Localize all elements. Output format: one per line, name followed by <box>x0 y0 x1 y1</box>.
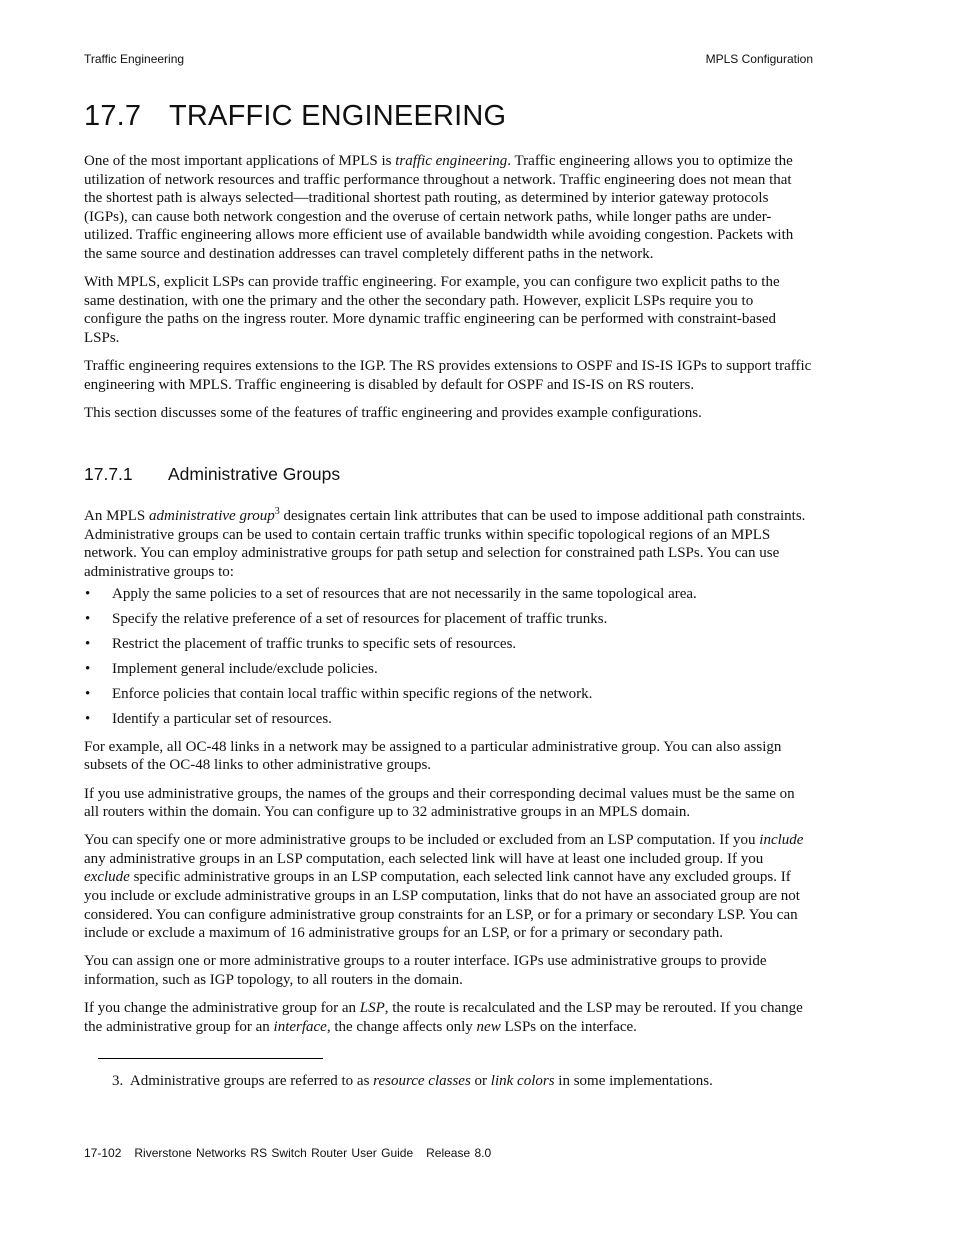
intro-paragraph-1: One of the most important applications of MPLS is traffic engineering. Traffic engineering allows you to optimize the utilization of network resources and traffic performance throughout a network. Traffic engineering does not mean that the shortest path is always selected—traditional shortest path routing, as determined by interior gateway protocols (IGPs), can cause both network congestion and the overuse of certain network paths, while longer paths are under-utilized. Traffic engineering allows more efficient use of available bandwidth while avoiding congestion. Packets with the same source and destination addresses can travel completely different paths in the network. <box>84 153 794 262</box>
admin-paragraph-3: If you use administrative groups, the names of the groups and their corresponding decimal values must be the same on all routers within the domain. You can configure up to 32 administrative groups in an MPLS domain. <box>84 785 795 821</box>
admin-groups-block <box>84 507 812 1046</box>
list-item: • Restrict the placement of traffic trunks to specific sets of resources. <box>85 636 517 653</box>
emphasis-resource-classes: resource classes <box>373 1073 471 1089</box>
footnote-marker: 3. <box>112 1073 124 1089</box>
admin-details <box>84 738 812 1036</box>
emphasis-new: new <box>476 1018 501 1035</box>
bullet-icon: • <box>85 636 91 653</box>
list-item: • Enforce policies that contain local traffic within specific regions of the network. <box>85 686 593 703</box>
footnote: 3. Administrative groups are referred to as resource classes or link colors in some implementations. <box>112 1073 713 1089</box>
running-header-right: MPLS Configuration <box>705 52 813 66</box>
emphasis-link-colors: link colors <box>490 1073 555 1089</box>
emphasis-exclude: exclude <box>84 869 130 886</box>
admin-paragraph-2: For example, all OC-48 links in a network may be assigned to a particular administrative group. You can also assign subsets of the OC-48 links to other administrative groups. <box>84 738 782 774</box>
admin-paragraph-6: If you change the administrative group for an LSP, the route is recalculated and the LSP may be rerouted. If you change the administrative group for an interface, the change affects only new LSPs on the interface. <box>84 1000 803 1035</box>
section-number: 17.7 <box>84 100 142 132</box>
intro-paragraph-4: This section discusses some of the features of traffic engineering and provides example configurations. <box>84 404 702 421</box>
section-title-text: TRAFFIC ENGINEERING <box>169 100 507 132</box>
bullet-icon: • <box>85 661 91 678</box>
footnote-divider <box>98 1058 323 1059</box>
bullet-icon: • <box>85 586 91 603</box>
bullet-icon: • <box>85 686 91 703</box>
intro-paragraph-3: Traffic engineering requires extensions to the IGP. The RS provides extensions to OSPF and IS-IS IGPs to support traffic engineering with MPLS. Traffic engineering is disabled by default for OSPF and IS-IS on RS routers. <box>84 357 812 393</box>
list-item: • Identify a particular set of resources. <box>85 711 332 728</box>
emphasis-lsp: LSP <box>359 1000 385 1017</box>
subsection-title-text: Administrative Groups <box>168 464 341 484</box>
admin-paragraph-4: You can specify one or more administrative groups to be included or excluded from an LSP computation. If you include any administrative groups in an LSP computation, each selected link will have at least one included group. If you exclude specific administrative groups in an LSP computation, each selected link cannot have any excluded groups. If you include or exclude administrative groups in an LSP computation, links that do not have an associated group are not considered. You can configure administrative group constraints for an LSP, or for a primary or secondary LSP. You can include or exclude a maximum of 16 administrative groups for an LSP, or for a primary or secondary path. <box>84 832 804 942</box>
emphasis-interface: interface <box>273 1018 327 1035</box>
emphasis-traffic-engineering: traffic engineering <box>395 153 508 169</box>
admin-paragraph-5: You can assign one or more administrative groups to a router interface. IGPs use administrative groups to provide information, such as IGP topology, to all routers in the domain. <box>84 953 767 988</box>
subsection-number: 17.7.1 <box>84 464 133 484</box>
bullet-icon: • <box>85 711 91 728</box>
section-title <box>84 100 506 133</box>
page-footer: 17-102 Riverstone Networks RS Switch Router User Guide Release 8.0 <box>84 1146 492 1160</box>
admin-paragraph-1: An MPLS administrative group$^3$ designates certain link attributes that can be used to impose additional path constraints. Administrative groups can be used to contain certain traffic trunks within specific topological regions of an MPLS network. You can employ administrative groups for path setup and selection for constrained path LSPs. You can use administrative groups to: <box>84 506 806 580</box>
intro-block <box>84 152 812 422</box>
intro-paragraph-2: With MPLS, explicit LSPs can provide traffic engineering. For example, you can configure two explicit paths to the same destination, with one the primary and the other the secondary path. However, explicit LSPs require you to configure the paths on the ingress router. More dynamic traffic engineering can be performed with constraint-based LSPs. <box>84 274 780 346</box>
list-item: • Apply the same policies to a set of resources that are not necessarily in the same topological area. <box>85 586 697 603</box>
running-header-left: Traffic Engineering <box>84 52 185 66</box>
emphasis-include: include <box>759 832 804 849</box>
list-item: • Specify the relative preference of a set of resources for placement of traffic trunks. <box>85 611 608 628</box>
subsection-title <box>84 464 340 485</box>
use-cases-list <box>84 585 812 729</box>
list-item: • Implement general include/exclude policies. <box>85 661 378 678</box>
footnote-reference[interactable]: 3 <box>274 506 280 517</box>
bullet-icon: • <box>85 611 91 628</box>
emphasis-administrative-group: administrative group <box>149 508 275 524</box>
